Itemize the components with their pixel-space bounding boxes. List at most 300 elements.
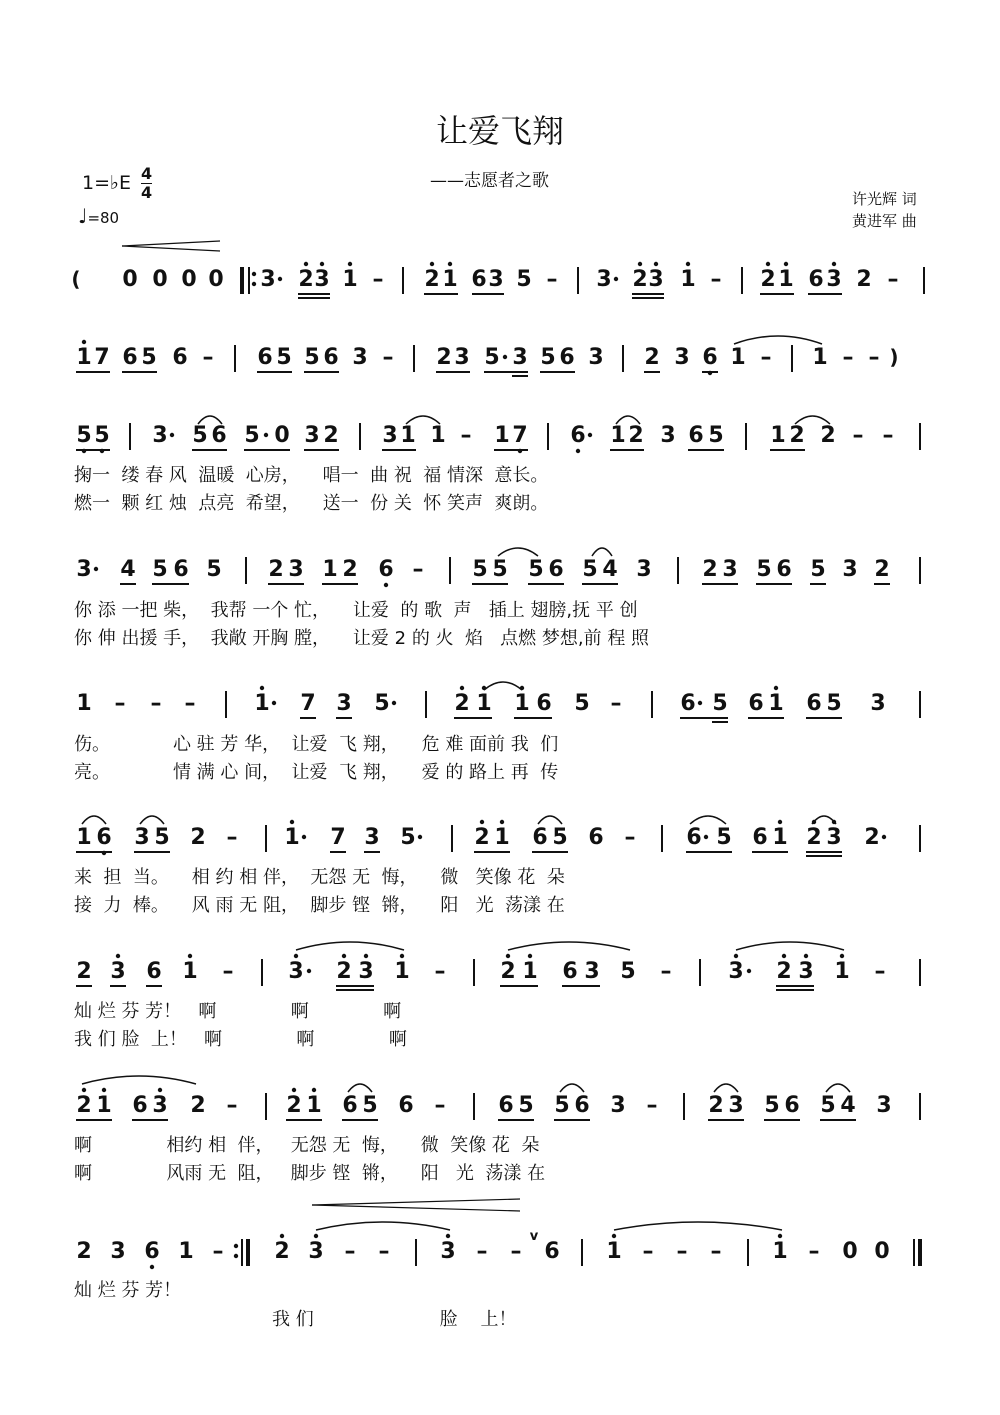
note: 3 <box>876 1093 892 1118</box>
note: 2 <box>342 557 358 582</box>
note: 5 <box>94 423 110 448</box>
note: 3 <box>870 691 886 716</box>
note: 5 <box>192 423 208 448</box>
note: 3 <box>134 825 150 850</box>
note: 1 <box>182 959 198 984</box>
note: 3 <box>674 345 690 370</box>
note: 1 <box>76 825 92 850</box>
slur <box>714 1084 738 1092</box>
lyric-line: 来 担 当。 相 约 相 伴， 无怨 无 悔， 微 笑像 花 朵 <box>74 867 565 888</box>
note: 1 <box>680 267 696 292</box>
note: 1 <box>476 691 492 716</box>
octave-dot <box>290 820 294 824</box>
note: 1 <box>834 959 850 984</box>
note: 0 <box>122 267 138 292</box>
note: 3 <box>152 1093 168 1118</box>
augmentation-dot <box>698 701 702 705</box>
octave-dot <box>480 820 484 824</box>
note: 3 <box>588 345 604 370</box>
octave-dot <box>774 686 778 690</box>
dash: – <box>212 1239 224 1264</box>
dash: – <box>842 345 854 370</box>
repeat-dot <box>234 1244 238 1248</box>
augmentation-dot <box>418 835 422 839</box>
note: 6 <box>574 1093 590 1118</box>
lyric-line: 啊 风雨 无 阻， 脚步 铿 锵， 阳 光 荡漾 在 <box>74 1163 546 1184</box>
octave-dot <box>292 1088 296 1092</box>
slur <box>508 942 630 950</box>
octave-dot <box>320 262 324 266</box>
lyric-line: 我 们 脸 上！ 啊 啊 啊 <box>74 1029 407 1050</box>
dash: – <box>868 345 880 370</box>
slur <box>560 1084 584 1092</box>
slur <box>348 1084 372 1092</box>
dash: – <box>114 691 126 716</box>
note: 5 <box>400 825 416 850</box>
note: 6 <box>257 345 273 370</box>
slur <box>140 816 164 824</box>
note: 2 <box>286 1093 302 1118</box>
slur <box>592 548 612 556</box>
note: 2 <box>628 423 644 448</box>
note: 4 <box>840 1093 856 1118</box>
note: 5 <box>756 557 772 582</box>
note: 1 <box>606 1239 622 1264</box>
note: 7 <box>94 345 110 370</box>
slur <box>296 942 404 950</box>
note: 0 <box>208 267 224 292</box>
note: 5 <box>516 267 532 292</box>
note: 3 <box>488 267 504 292</box>
dash: – <box>202 345 214 370</box>
dash: – <box>760 345 772 370</box>
augmentation-dot <box>272 701 276 705</box>
note: 1 <box>400 423 416 448</box>
dash: – <box>546 267 558 292</box>
note: 6 <box>570 423 586 448</box>
octave-dot <box>654 262 658 266</box>
note: 1 <box>96 1093 112 1118</box>
time-sig-bottom: 4 <box>141 183 153 202</box>
note: 2 <box>76 1093 92 1118</box>
octave-dot <box>832 262 836 266</box>
augmentation-dot <box>704 835 708 839</box>
note: 5 <box>540 345 556 370</box>
note: 1 <box>284 825 300 850</box>
note: 1 <box>178 1239 194 1264</box>
note: 3 <box>260 267 276 292</box>
note: 3 <box>76 557 92 582</box>
note: 2 <box>454 691 470 716</box>
note: 7 <box>300 691 316 716</box>
note: 3 <box>636 557 652 582</box>
octave-dot <box>304 262 308 266</box>
note: 4 <box>602 557 618 582</box>
note: 0 <box>874 1239 890 1264</box>
note: 2 <box>424 267 440 292</box>
octave-dot <box>116 954 120 958</box>
note: 6 <box>398 1093 414 1118</box>
note: 2 <box>500 959 516 984</box>
dash: – <box>676 1239 688 1264</box>
dash: – <box>372 267 384 292</box>
slur <box>736 942 844 950</box>
note: 1 <box>76 345 92 370</box>
note: 2 <box>268 557 284 582</box>
note: 2 <box>632 267 648 292</box>
note: 3 <box>596 267 612 292</box>
lyric-line: 我 们 脸 上！ <box>272 1309 517 1330</box>
note: 1 <box>342 267 358 292</box>
song-subtitle: ——志愿者之歌 <box>430 171 549 191</box>
note: 1 <box>730 345 746 370</box>
note: 1 <box>394 959 410 984</box>
note: 3 <box>358 959 374 984</box>
note: 5 <box>712 691 728 716</box>
note: 5 <box>362 1093 378 1118</box>
note: 3 <box>826 267 842 292</box>
note: 2 <box>702 557 718 582</box>
note: 6 <box>548 557 564 582</box>
dash: – <box>476 1239 488 1264</box>
dash: – <box>710 267 722 292</box>
dash: – <box>434 959 446 984</box>
augmentation-dot <box>278 277 282 281</box>
note: 3 <box>648 267 664 292</box>
breath-mark: v <box>529 1229 539 1244</box>
octave-dot <box>782 954 786 958</box>
note: 3 <box>382 423 398 448</box>
octave-dot <box>400 954 404 958</box>
note: 3 <box>288 557 304 582</box>
note: 2 <box>436 345 452 370</box>
dash: – <box>887 267 899 292</box>
note: 6 <box>96 825 112 850</box>
crescendo-hairpin <box>122 241 220 246</box>
note: 6 <box>132 1093 148 1118</box>
note: 5 <box>810 557 826 582</box>
composer-credit: 黄进军 曲 <box>852 212 917 230</box>
note: 3 <box>610 1093 626 1118</box>
octave-dot <box>500 820 504 824</box>
dash: – <box>226 825 238 850</box>
note: 5 <box>206 557 222 582</box>
note: 2 <box>190 1093 206 1118</box>
note: 5 <box>708 423 724 448</box>
note: 1 <box>522 959 538 984</box>
song-title: 让爱飞翔 <box>435 112 564 150</box>
intro-paren: ( <box>71 267 81 291</box>
note: 2 <box>874 557 890 582</box>
octave-dot <box>528 954 532 958</box>
octave-dot <box>102 1088 106 1092</box>
octave-dot <box>766 262 770 266</box>
octave-dot <box>506 954 510 958</box>
slur <box>484 682 522 690</box>
octave-dot <box>804 954 808 958</box>
slur <box>498 548 538 556</box>
note: 2 <box>644 345 660 370</box>
note: 2 <box>336 959 352 984</box>
note: 3 <box>584 959 600 984</box>
augmentation-dot <box>392 701 396 705</box>
note: 5 <box>244 423 260 448</box>
note: 3 <box>352 345 368 370</box>
lyric-line: 伤。 心 驻 芳 华， 让爱 飞 翔， 危 难 面前 我 们 <box>74 734 559 755</box>
dash: – <box>646 1093 658 1118</box>
note: 5 <box>472 557 488 582</box>
note: 2 <box>856 267 872 292</box>
dash: – <box>882 423 894 448</box>
note: 5 <box>304 345 320 370</box>
note: 2 <box>708 1093 724 1118</box>
note: 6 <box>378 557 394 582</box>
note: 6 <box>173 557 189 582</box>
note: 3 <box>110 959 126 984</box>
slur <box>734 336 822 344</box>
dash: – <box>382 345 394 370</box>
dash: – <box>226 1093 238 1118</box>
note: 1 <box>442 267 458 292</box>
note: 2 <box>298 267 314 292</box>
slur <box>82 816 106 824</box>
note: 2 <box>190 825 206 850</box>
note: 5 <box>826 691 842 716</box>
dash: – <box>710 1239 722 1264</box>
note: 5 <box>820 1093 836 1118</box>
note: 2 <box>76 959 92 984</box>
note: 5 <box>492 557 508 582</box>
lyric-line: 你 添 一把 柴， 我帮 一个 忙， 让爱 的 歌 声 插上 翅膀,抚 平 创 <box>74 600 638 621</box>
note: 6 <box>342 1093 358 1118</box>
note: 3 <box>314 267 330 292</box>
note: 2 <box>474 825 490 850</box>
note: 1 <box>494 423 510 448</box>
slur <box>316 1222 450 1230</box>
octave-dot <box>446 1234 450 1238</box>
note: 6 <box>172 345 188 370</box>
dash: – <box>434 1093 446 1118</box>
note: 3 <box>660 423 676 448</box>
note: 3 <box>798 959 814 984</box>
note: 6 <box>532 825 548 850</box>
dash: – <box>808 1239 820 1264</box>
key-signature: 1=♭E $\frac{4}{4}$ <box>82 164 153 202</box>
augmentation-dot <box>614 277 618 281</box>
note: 1 <box>254 691 270 716</box>
lyric-line: 亮。 情 满 心 间， 让爱 飞 翔， 爱 的 路上 再 传 <box>74 762 559 783</box>
note: 6 <box>471 267 487 292</box>
note: 3 <box>454 345 470 370</box>
note: 5 <box>152 557 168 582</box>
note: 1 <box>778 267 794 292</box>
dash: – <box>852 423 864 448</box>
crescendo-hairpin <box>122 246 220 251</box>
note: 6 <box>686 825 702 850</box>
time-sig-top: 4 <box>141 164 153 183</box>
octave-dot <box>460 686 464 690</box>
note: 3 <box>722 557 738 582</box>
note: 6 <box>752 825 768 850</box>
lyric-line: 接 力 棒。 风 雨 无 阻， 脚步 铿 锵， 阳 光 荡漾 在 <box>74 895 565 916</box>
note: 5 <box>141 345 157 370</box>
note: 5 <box>582 557 598 582</box>
crescendo-hairpin <box>312 1199 520 1205</box>
note: 3 <box>512 345 528 370</box>
note: 5 <box>154 825 170 850</box>
octave-dot <box>384 583 388 587</box>
augmentation-dot <box>302 835 306 839</box>
slur <box>82 1076 196 1084</box>
augmentation-dot <box>747 969 751 973</box>
octave-dot <box>280 1234 284 1238</box>
note: 1 <box>768 691 784 716</box>
note: 1 <box>812 345 828 370</box>
note: 1 <box>772 1239 788 1264</box>
note: 6 <box>776 557 792 582</box>
note: 7 <box>330 825 346 850</box>
note: 3 <box>842 557 858 582</box>
dash: – <box>460 423 472 448</box>
note: 6 <box>146 959 162 984</box>
lyricist-credit: 许光辉 词 <box>852 190 917 208</box>
note: 2 <box>806 825 822 850</box>
note: 3 <box>308 1239 324 1264</box>
note: 6 <box>536 691 552 716</box>
note: 6 <box>122 345 138 370</box>
note: 6 <box>562 959 578 984</box>
dash: – <box>184 691 196 716</box>
repeat-dot <box>234 1254 238 1258</box>
note: 3 <box>364 825 380 850</box>
note: 0 <box>274 423 290 448</box>
note: 3 <box>728 1093 744 1118</box>
note: 2 <box>789 423 805 448</box>
note: 1 <box>494 825 510 850</box>
note: 1 <box>772 825 788 850</box>
note: 5 <box>716 825 732 850</box>
octave-dot <box>342 954 346 958</box>
lyric-line: 啊 相约 相 伴， 无怨 无 悔， 微 笑像 花 朵 <box>74 1135 540 1156</box>
note: 3 <box>288 959 304 984</box>
tempo-marking: ♩=80 <box>78 204 120 228</box>
note: 0 <box>152 267 168 292</box>
crescendo-hairpin <box>312 1205 520 1211</box>
note: 5 <box>76 423 92 448</box>
octave-dot <box>158 1088 162 1092</box>
slur <box>614 1222 782 1230</box>
octave-dot <box>188 954 192 958</box>
note: 2 <box>760 267 776 292</box>
note: 5 <box>528 557 544 582</box>
lyric-line: 你 伸 出援 手， 我敞 开胸 膛， 让爱 2 的 火 焰 点燃 梦想,前 程 照 <box>74 628 650 649</box>
augmentation-dot <box>882 835 886 839</box>
note: 6 <box>806 691 822 716</box>
note: 3 <box>336 691 352 716</box>
octave-dot <box>312 1088 316 1092</box>
note: 6 <box>808 267 824 292</box>
note: 5 <box>764 1093 780 1118</box>
dash: – <box>624 825 636 850</box>
dash: – <box>150 691 162 716</box>
octave-dot <box>840 954 844 958</box>
octave-dot <box>576 449 580 453</box>
slur <box>690 816 726 824</box>
note: 0 <box>181 267 197 292</box>
slur <box>538 816 562 824</box>
octave-dot <box>734 954 738 958</box>
note: 2 <box>274 1239 290 1264</box>
octave-dot <box>686 262 690 266</box>
dash: – <box>412 557 424 582</box>
note: 6 <box>588 825 604 850</box>
lyric-line: 灿 烂 芬 芳！ <box>74 1280 182 1301</box>
note: 3 <box>826 825 842 850</box>
note: 5 <box>554 1093 570 1118</box>
note: 6 <box>784 1093 800 1118</box>
octave-dot <box>314 1234 318 1238</box>
note: 6 <box>688 423 704 448</box>
note: 5 <box>276 345 292 370</box>
octave-dot <box>612 1234 616 1238</box>
dash: – <box>222 959 234 984</box>
repeat-dot <box>252 272 256 276</box>
octave-dot <box>778 820 782 824</box>
augmentation-dot <box>94 567 98 571</box>
note: 1 <box>306 1093 322 1118</box>
note: 2 <box>323 423 339 448</box>
octave-dot <box>82 1088 86 1092</box>
note: 6 <box>702 345 718 370</box>
note: 5 <box>518 1093 534 1118</box>
augmentation-dot <box>170 433 174 437</box>
note: 1 <box>322 557 338 582</box>
dash: – <box>378 1239 390 1264</box>
slur <box>826 1084 850 1092</box>
augmentation-dot <box>588 433 592 437</box>
octave-dot <box>448 262 452 266</box>
dash: – <box>344 1239 356 1264</box>
note: 6 <box>544 1239 560 1264</box>
note: 2 <box>864 825 880 850</box>
lyric-line: 灿 烂 芬 芳！ 啊 啊 啊 <box>74 1001 402 1022</box>
note: 5 <box>574 691 590 716</box>
lyric-line: 燃一 颗 红 烛 点亮 希望， 送一 份 关 怀 笑声 爽朗。 <box>74 493 549 514</box>
augmentation-dot <box>264 433 268 437</box>
note: 5 <box>374 691 390 716</box>
octave-dot <box>784 262 788 266</box>
dash: – <box>660 959 672 984</box>
note: 6 <box>498 1093 514 1118</box>
note: 1 <box>610 423 626 448</box>
dash: – <box>510 1239 522 1264</box>
lyric-line: 掬一 缕 春 风 温暖 心房， 唱一 曲 祝 福 情深 意长。 <box>74 465 549 486</box>
octave-dot <box>364 954 368 958</box>
augmentation-dot <box>307 969 311 973</box>
note: 1 <box>770 423 786 448</box>
intro-paren: ) <box>889 345 899 369</box>
note: 2 <box>820 423 836 448</box>
note: 6 <box>323 345 339 370</box>
octave-dot <box>294 954 298 958</box>
note: 1 <box>76 691 92 716</box>
octave-dot <box>638 262 642 266</box>
octave-dot <box>778 1234 782 1238</box>
octave-dot <box>82 340 86 344</box>
dash: – <box>642 1239 654 1264</box>
note: 6 <box>680 691 696 716</box>
octave-dot <box>430 262 434 266</box>
